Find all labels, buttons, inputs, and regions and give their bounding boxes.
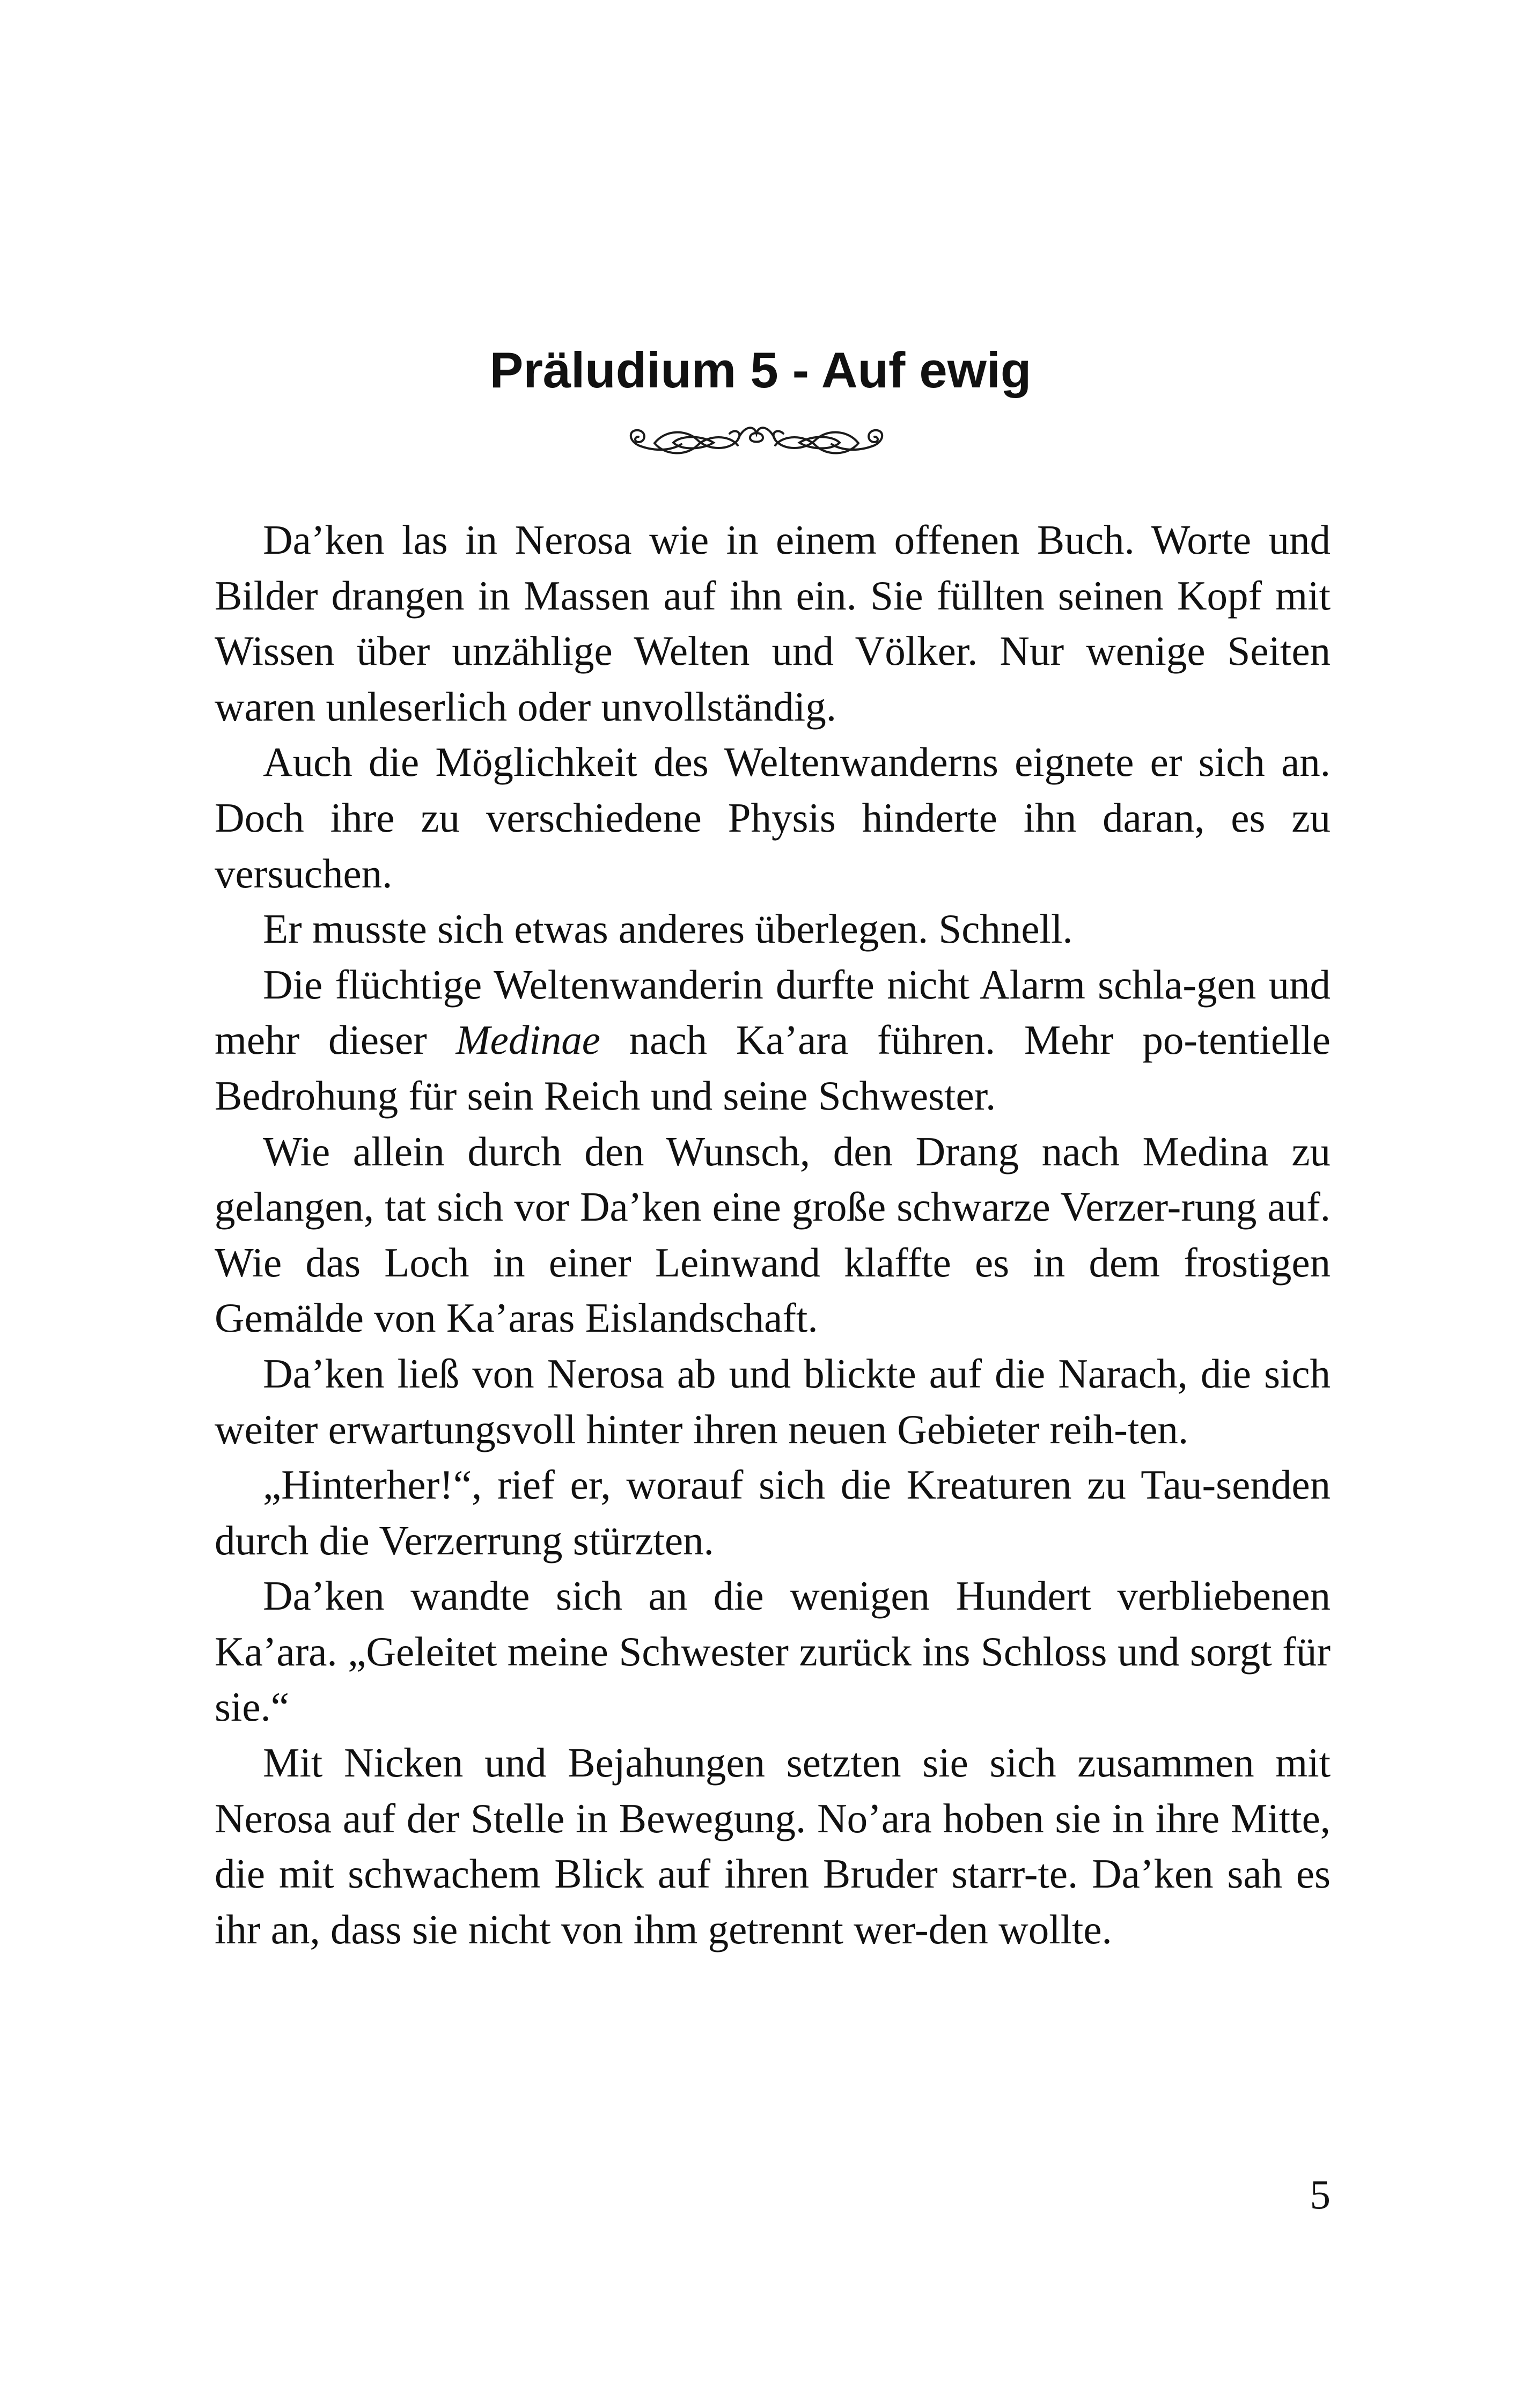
paragraph-text: Da’ken wandte sich an die wenigen Hundert verbliebenen Ka’ara. „Geleitet meine Schwester zurück ins Schloss und sorgt für sie.“ [215,1573,1331,1730]
paragraph-text: Er musste sich etwas anderes überlegen. Schnell. [263,906,1073,952]
paragraph-text: Wie allein durch den Wunsch, den Drang nach Medina zu gelangen, tat sich vor Da’ken eine große schwarze Verzer-rung auf. Wie das Loch in einer Leinwand klaffte es in dem frostigen Gemälde von Ka’aras Eislandschaft. [215,1128,1331,1341]
paragraph-text: „Hinterher!“, rief er, worauf sich die Kreaturen zu Tau-senden durch die Verzerrung stürzten. [215,1462,1331,1563]
chapter-title: Präludium 5 - Auf ewig [489,342,1032,398]
page-number: 5 [1310,2171,1331,2218]
paragraph-text: Da’ken las in Nerosa wie in einem offenen Buch. Worte und Bilder drangen in Massen auf ihn ein. Sie füllten seinen Kopf mit Wissen über unzählige Welten und Völker. Nur wenige Seiten waren unleserlich oder unvollständig. [215,517,1331,730]
paragraph-text: nach Ka’ara führen. Mehr po-tentielle Bedrohung für sein Reich und seine Schwester. [215,1017,1331,1119]
body-paragraph [215,901,1331,957]
body-paragraph [215,1124,1331,1346]
paragraph-text: Auch die Möglichkeit des Weltenwanderns eignete er sich an. Doch ihre zu verschiedene Physis hinderte ihn daran, es zu versuchen. [215,739,1331,897]
paragraph-text: Mit Nicken und Bejahungen setzten sie sich zusammen mit Nerosa auf der Stelle in Bewegung. No’ara hoben sie in ihre Mitte, die mit schwachem Blick auf ihren Bruder starr-te. Da’ken sah es ihr an, dass sie nicht von ihm getrennt wer-den wollte. [215,1739,1331,1952]
decorative-flourish-icon [622,419,891,467]
body-paragraph [215,1735,1331,1957]
italic-text: Medinae [455,1017,600,1063]
body-paragraph [215,735,1331,901]
paragraph-text: Da’ken ließ von Nerosa ab und blickte auf die Narach, die sich weiter erwartungsvoll hinter ihren neuen Gebieter reih-ten. [215,1350,1331,1452]
body-paragraph [215,512,1331,735]
body-paragraph [215,1568,1331,1735]
paragraph-text: Die flüchtige Weltenwanderin durfte nicht Alarm schla-gen und mehr dieser [215,961,1331,1063]
body-paragraph [215,1457,1331,1568]
body-paragraph [215,957,1331,1124]
chapter-body-text [215,512,1331,1957]
body-paragraph [215,1346,1331,1457]
